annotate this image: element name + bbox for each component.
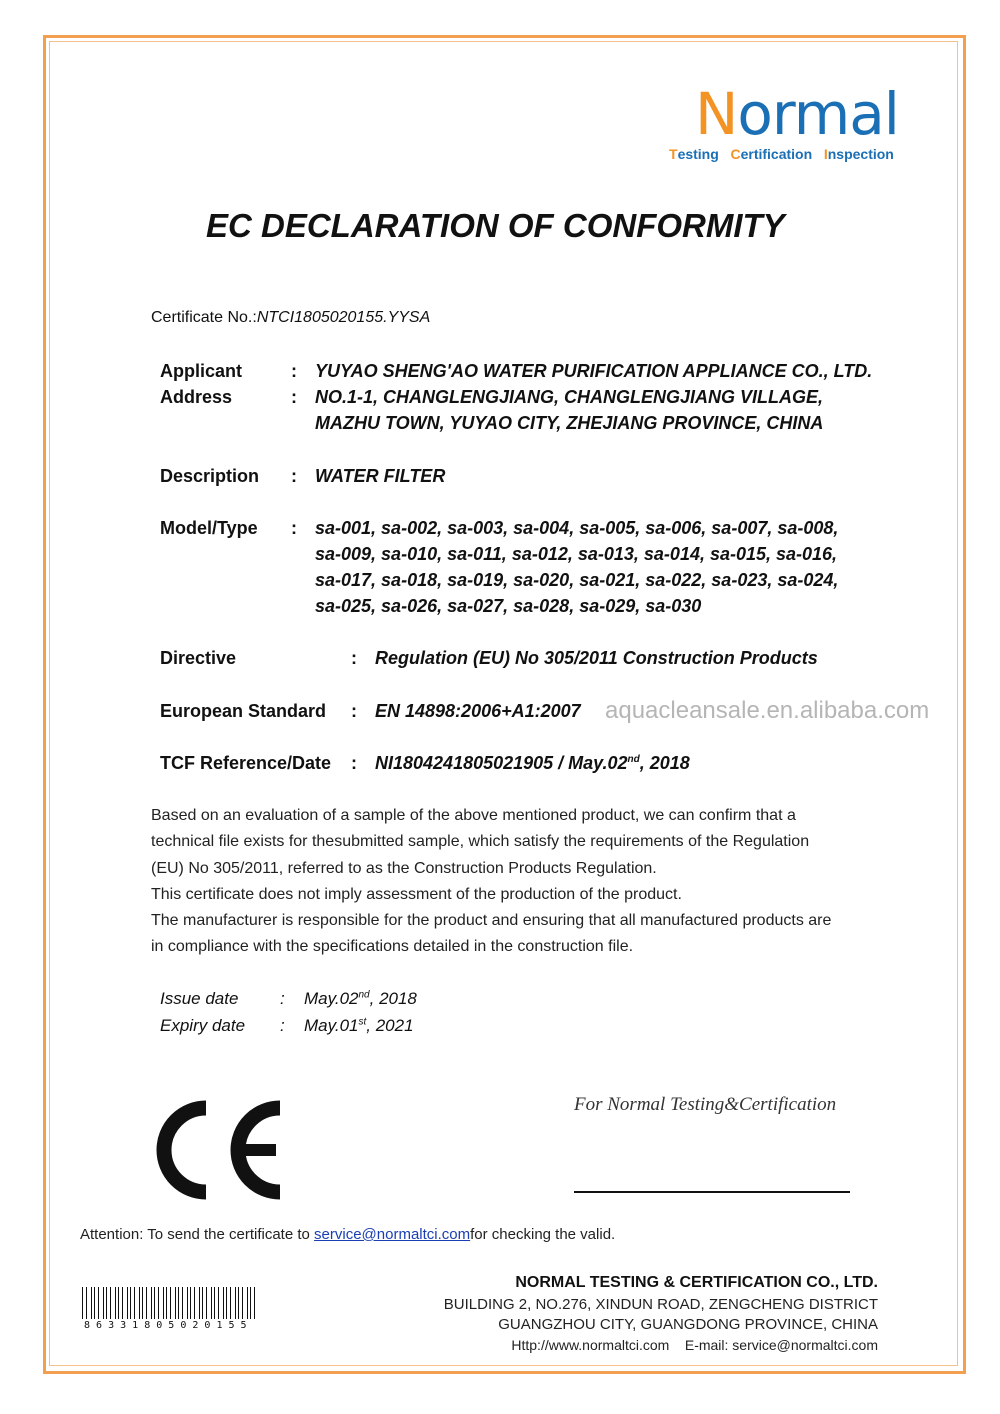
description-value: WATER FILTER [315, 466, 446, 486]
barcode-bar [122, 1287, 123, 1319]
ordinal: nd [627, 754, 640, 765]
standard-label: European Standard [160, 701, 327, 721]
certificate-label: Certificate No.: [151, 309, 257, 326]
barcode-bar [146, 1287, 147, 1319]
barcode-bar [110, 1287, 111, 1319]
body-line: This certificate does not imply assessment of the production of the product. [151, 885, 682, 903]
barcode-bar [154, 1287, 155, 1319]
company-logo [695, 80, 899, 148]
tagline-initial: I [823, 146, 828, 162]
barcode-bar [254, 1287, 255, 1319]
company-contact: Http://www.normaltci.com E-mail: service@normaltci.com [511, 1337, 878, 1353]
address-line: NO.1-1, CHANGLENGJIANG, CHANGLENGJIANG VILLAGE, [315, 387, 824, 407]
barcode-bar [139, 1287, 140, 1319]
barcode-bar [127, 1287, 128, 1319]
logo-text: ormal [737, 80, 899, 148]
barcode-bar [235, 1287, 236, 1319]
barcode-bar [94, 1287, 95, 1319]
barcode-bar [166, 1287, 167, 1319]
tcf-year: , 2018 [639, 753, 690, 773]
model-line: sa-009, sa-010, sa-011, sa-012, sa-013, sa-014, sa-015, sa-016, [315, 544, 838, 564]
model-line: sa-025, sa-026, sa-027, sa-028, sa-029, sa-030 [315, 596, 702, 616]
barcode-bar [190, 1287, 191, 1319]
ordinal: nd [358, 989, 370, 1001]
barcode-bar [199, 1287, 200, 1319]
watermark: aquacleansale.en.alibaba.com [605, 697, 930, 724]
barcode-bar [211, 1287, 212, 1319]
address-line: MAZHU TOWN, YUYAO CITY, ZHEJIANG PROVINCE, CHINA [315, 413, 824, 433]
body-line: Based on an evaluation of a sample of the above mentioned product, we can confirm that a [151, 807, 796, 824]
barcode-bar [118, 1287, 119, 1319]
directive-value: Regulation (EU) No 305/2011 Construction Products [375, 648, 818, 668]
barcode-bar [175, 1287, 176, 1319]
colon: : [351, 753, 357, 773]
colon: : [291, 518, 297, 538]
colon: : [291, 466, 297, 486]
tagline-initial: T [669, 146, 678, 162]
barcode-bar [182, 1287, 183, 1319]
barcode-bar [223, 1287, 224, 1319]
barcode-bar [82, 1287, 83, 1319]
barcode-bar [218, 1287, 219, 1319]
tcf-value [375, 753, 690, 774]
attention-text: Attention: To send the certificate to [80, 1226, 315, 1243]
expiry-date-value [304, 1016, 414, 1036]
barcode [82, 1287, 258, 1319]
expiry-date-label: Expiry date [160, 1016, 246, 1035]
barcode-bar [98, 1287, 99, 1319]
body-line: in compliance with the specifications detailed in the construction file. [151, 938, 634, 956]
barcode-number: 8 6 3 3 1 8 0 5 0 2 0 1 5 5 [84, 1320, 247, 1331]
barcode-bar [187, 1287, 188, 1319]
barcode-bar [202, 1287, 203, 1319]
signature-label: For Normal Testing&Certification [574, 1094, 837, 1115]
barcode-bar [206, 1287, 207, 1319]
company-name: NORMAL TESTING & CERTIFICATION CO., LTD. [515, 1274, 878, 1291]
body-line: The manufacturer is responsible for the product and ensuring that all manufactured products are [151, 912, 832, 930]
barcode-bar [103, 1287, 104, 1319]
colon: : [351, 648, 357, 668]
body-text [151, 803, 831, 961]
barcode-bar [238, 1287, 239, 1319]
directive-label: Directive [160, 648, 237, 668]
applicant-value: YUYAO SHENG'AO WATER PURIFICATION APPLIANCE CO., LTD. [315, 361, 873, 381]
model-line: sa-017, sa-018, sa-019, sa-020, sa-021, sa-022, sa-023, sa-024, [315, 570, 839, 590]
barcode-bar [142, 1287, 143, 1319]
issue-date-value [304, 989, 417, 1009]
barcode-bar [91, 1287, 92, 1319]
logo-initial: N [695, 80, 738, 148]
barcode-bar [242, 1287, 243, 1319]
colon: : [280, 989, 285, 1008]
date: May.02 [304, 989, 359, 1008]
barcode-bar [163, 1287, 164, 1319]
body-line: (EU) No 305/2011, referred to as the Construction Products Regulation. [151, 859, 657, 877]
colon: : [291, 387, 297, 407]
signature-line [574, 1191, 850, 1193]
tagline-word: ertification [740, 146, 813, 162]
barcode-bar [158, 1287, 159, 1319]
tcf-label: TCF Reference/Date [160, 753, 332, 773]
tagline-word: esting [677, 146, 719, 162]
year: , 2021 [366, 1016, 414, 1035]
certificate-value: NTCI1805020155.YYSA [256, 309, 431, 326]
company-address: BUILDING 2, NO.276, XINDUN ROAD, ZENGCHENG DISTRICT [443, 1296, 878, 1313]
barcode-bar [115, 1287, 116, 1319]
description-label: Description [160, 466, 260, 486]
barcode-bar [134, 1287, 135, 1319]
colon: : [280, 1016, 285, 1035]
standard-value: EN 14898:2006+A1:2007 [375, 701, 581, 721]
address-label: Address [160, 387, 233, 407]
body-line: technical file exists for thesubmitted sample, which satisfy the requirements of the Regulation [151, 833, 810, 851]
barcode-bar [178, 1287, 179, 1319]
barcode-bar [247, 1287, 248, 1319]
barcode-bar [86, 1287, 87, 1319]
year: , 2018 [369, 989, 417, 1008]
barcode-bar [194, 1287, 195, 1319]
model-line: sa-001, sa-002, sa-003, sa-004, sa-005, sa-006, sa-007, sa-008, [315, 518, 839, 538]
barcode-bar [230, 1287, 231, 1319]
company-address: GUANGZHOU CITY, GUANGDONG PROVINCE, CHINA [498, 1316, 878, 1333]
ce-mark-icon [146, 1100, 286, 1200]
barcode-bar [226, 1287, 227, 1319]
attention-text: for checking the valid. [470, 1226, 616, 1243]
certificate-number [151, 309, 430, 327]
barcode-bar [250, 1287, 251, 1319]
document-title: EC DECLARATION OF CONFORMITY [206, 207, 785, 244]
tagline-word: nspection [827, 146, 894, 162]
barcode-bar [106, 1287, 107, 1319]
barcode-bar [151, 1287, 152, 1319]
issue-date-label: Issue date [160, 989, 239, 1008]
colon: : [351, 701, 357, 721]
attention-note [80, 1226, 615, 1243]
barcode-bar [170, 1287, 171, 1319]
service-email-link[interactable]: service@normaltci.com [314, 1226, 471, 1243]
model-label: Model/Type [160, 518, 258, 538]
tcf-ref: NI1804241805021905 / May.02 [375, 753, 628, 773]
tagline-initial: C [730, 146, 741, 162]
barcode-bar [130, 1287, 131, 1319]
date: May.01 [304, 1016, 359, 1035]
colon: : [291, 361, 297, 381]
logo-tagline [669, 146, 894, 162]
barcode-bar [214, 1287, 215, 1319]
ordinal: st [358, 1016, 367, 1028]
applicant-label: Applicant [160, 361, 243, 381]
